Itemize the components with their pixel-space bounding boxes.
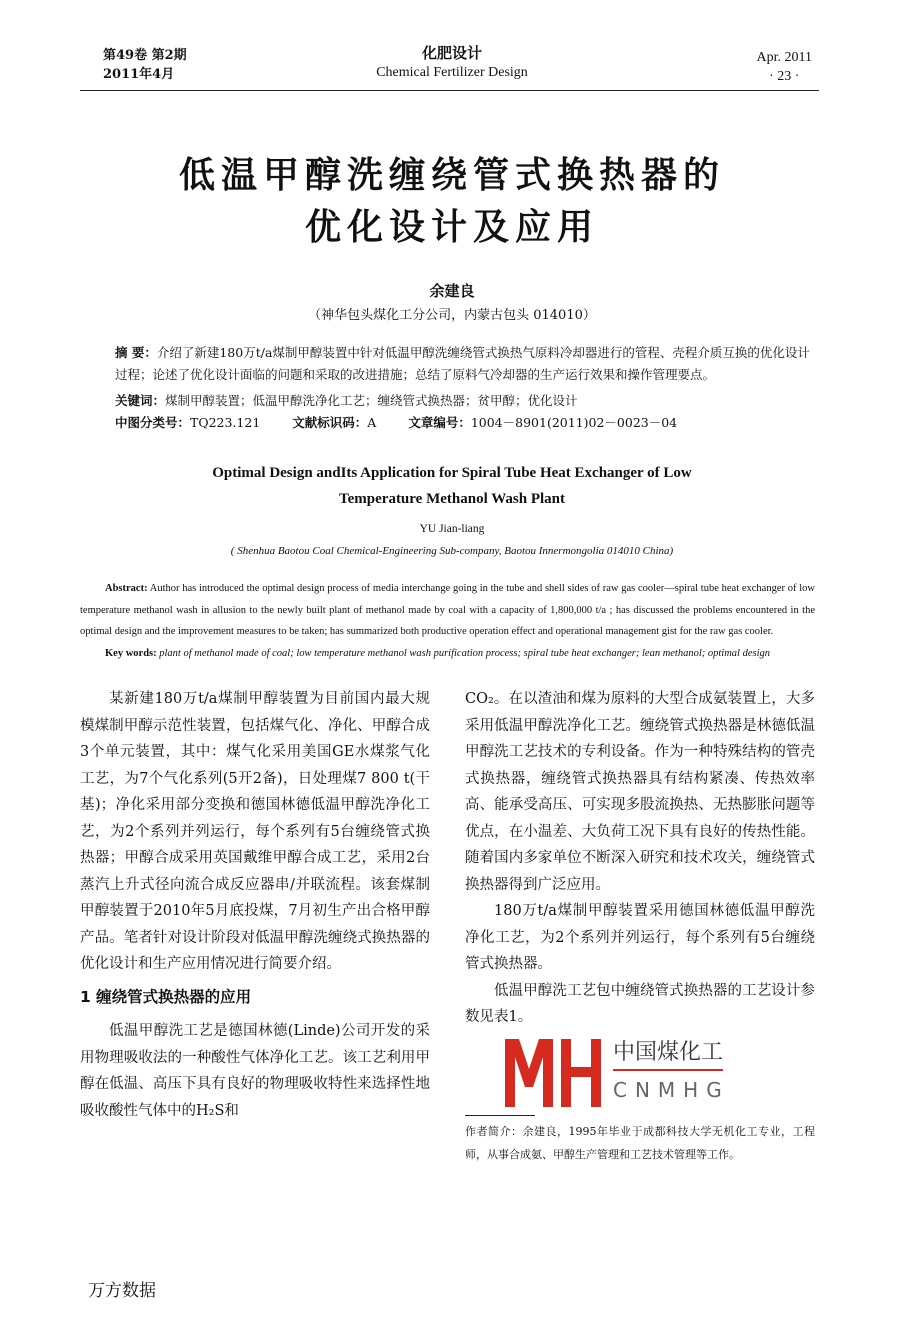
keywords-en-text: plant of methanol made of coal; low temperature methanol wash purification process; spiral tube heat exchanger; lean methanol; optimal design bbox=[156, 647, 771, 659]
footnote-rule bbox=[465, 1115, 535, 1116]
title-line-1: 低温甲醇洗缠绕管式换热器的 bbox=[178, 155, 725, 196]
english-title bbox=[0, 460, 904, 512]
keywords-label: 关键词： bbox=[115, 393, 166, 408]
article-no-label: 文章编号： bbox=[408, 415, 471, 430]
pub-month: Apr. 2011 bbox=[756, 50, 812, 65]
abstract-zh bbox=[115, 342, 815, 386]
issue-date: 2011年4月 bbox=[103, 67, 175, 82]
paragraph: CO₂。在以渣油和煤为原料的大型合成氨装置上，大多采用低温甲醇洗净化工艺。缠绕管式换热器是林德低温甲醇洗工艺技术的专利设备。作为一种特殊结构的管壳式换热器，缠绕管式换热器具有结构紧凑、传热效率高、能承受高压、可实现多股流换热、无热膨胀问题等优点，在小温差、大负荷工况下具有良好的传热性能。随着国内多家单位不断深入研究和技术攻关，缠绕管式换热器得到广泛应用。 bbox=[465, 691, 815, 893]
article-no: 1004－8901(2011)02－0023－04 bbox=[470, 415, 678, 430]
keywords-en-label: Key words: bbox=[105, 647, 157, 659]
clc: TQ223.121 bbox=[190, 415, 261, 430]
cnmhg-watermark bbox=[505, 1039, 825, 1109]
keywords-zh bbox=[115, 390, 815, 412]
journal-name-en: Chemical Fertilizer Design bbox=[376, 65, 528, 80]
paragraph: 低温甲醇洗工艺包中缠绕管式换热器的工艺设计参数见表1。 bbox=[465, 982, 815, 1025]
paragraph: 180万t/a煤制甲醇装置采用德国林德低温甲醇洗净化工艺，为2个系列并列运行，每个系列有5台缠绕管式换热器。 bbox=[465, 903, 815, 972]
paragraph: 低温甲醇洗工艺是德国林德(Linde)公司开发的采用物理吸收法的一种酸性气体净化工艺。该工艺利用甲醇在低温、高压下具有良好的物理吸收特性来选择性地吸收酸性气体中的H₂S和 bbox=[80, 1023, 430, 1119]
paragraph: 某新建180万t/a煤制甲醇装置为目前国内最大规模煤制甲醇示范性装置，包括煤气化、净化、甲醇合成3个单元装置，其中：煤气化采用美国GE水煤浆气化工艺，为7个气化系列(5开2备)，日处理煤7 800 t(干基)；净化采用部分变换和德国林德低温甲醇洗净化工艺，为2个系列并列运行，每个系列有5台缠绕管式换热器；甲醇合成采用英国戴维甲醇合成工艺，采用2台蒸汽上升式径向流合成反应器串/并联流程。该套煤制甲醇装置于2010年5月底投煤，7月初生产出合格甲醇产品。笔者针对设计阶段对低温甲醇洗缠绕式换热器的优化设计和生产应用情况进行简要介绍。 bbox=[80, 691, 430, 972]
abstract-label: 摘 要： bbox=[115, 345, 157, 360]
abstract-en-label: Abstract: bbox=[105, 583, 148, 594]
page-number: · 23 · bbox=[769, 69, 800, 84]
page-info bbox=[757, 48, 812, 86]
english-title-line-1: Optimal Design andIts Application for Spiral Tube Heat Exchanger of Low bbox=[212, 465, 692, 481]
volume-issue: 第49卷 第2期 bbox=[103, 48, 187, 63]
english-title-line-2: Temperature Methanol Wash Plant bbox=[339, 491, 565, 507]
keywords-text: 煤制甲醇装置；低温甲醇洗净化工艺；缠绕管式换热器；贫甲醇；优化设计 bbox=[165, 393, 578, 408]
header-rule bbox=[80, 90, 819, 91]
keywords-en bbox=[80, 643, 815, 665]
article-content bbox=[0, 150, 904, 1166]
english-affiliation: ( Shenhua Baotou Coal Chemical-Engineering Sub-company, Baotou Innermongolia 014010 China) bbox=[230, 545, 674, 557]
journal-name-zh: 化肥设计 bbox=[421, 44, 482, 62]
doc-code: A bbox=[367, 415, 377, 430]
title-line-2: 优化设计及应用 bbox=[304, 207, 599, 248]
clc-label: 中图分类号： bbox=[115, 415, 191, 430]
body-right-column bbox=[465, 686, 815, 1166]
section-heading: 1 缠绕管式换热器的应用 bbox=[80, 987, 252, 1006]
english-author: YU Jian-liang bbox=[419, 523, 485, 535]
abstract-text: 介绍了新建180万t/a煤制甲醇装置中针对低温甲醇洗缠绕管式换热气原料冷却器进行的管程、壳程介质互换的优化设计过程；论述了优化设计面临的问题和采取的改进措施；总结了原料气冷却器的生产运行效果和操作管理要点。 bbox=[115, 345, 810, 382]
author-footnote: 作者简介：余建良，1995年毕业于成都科技大学无机化工专业，工程师，从事合成氨、甲醇生产管理和工艺技术管理等工作。 bbox=[465, 1124, 815, 1161]
author: 余建良 bbox=[429, 282, 475, 300]
body-columns bbox=[80, 686, 904, 1166]
affiliation: （神华包头煤化工分公司，内蒙古包头 014010） bbox=[308, 308, 596, 323]
mh-logo-icon bbox=[505, 1039, 605, 1107]
abstract-en bbox=[80, 578, 815, 643]
abstract-en-text: Author has introduced the optimal design process of media interchange going in the tube and shell sides of raw gas cooler—spiral tube heat exchanger of low temperature methanol wash in allusion to the newly built plant of methanol made by coal with a capacity of 1,800,000 t/a ; has discussed the problems encountered in the optimal design and the improvement measures to be taken; has summarized both productive operation effect and operational management gist for the raw gas cooler. bbox=[80, 583, 815, 637]
watermark-en: CNMHG bbox=[613, 1077, 730, 1102]
footer-source: 万方数据 bbox=[88, 1281, 156, 1301]
body-left-column bbox=[80, 686, 430, 1166]
classification bbox=[115, 412, 815, 434]
watermark-cn: 中国煤化工 bbox=[613, 1039, 723, 1071]
doc-code-label: 文献标识码： bbox=[292, 415, 368, 430]
